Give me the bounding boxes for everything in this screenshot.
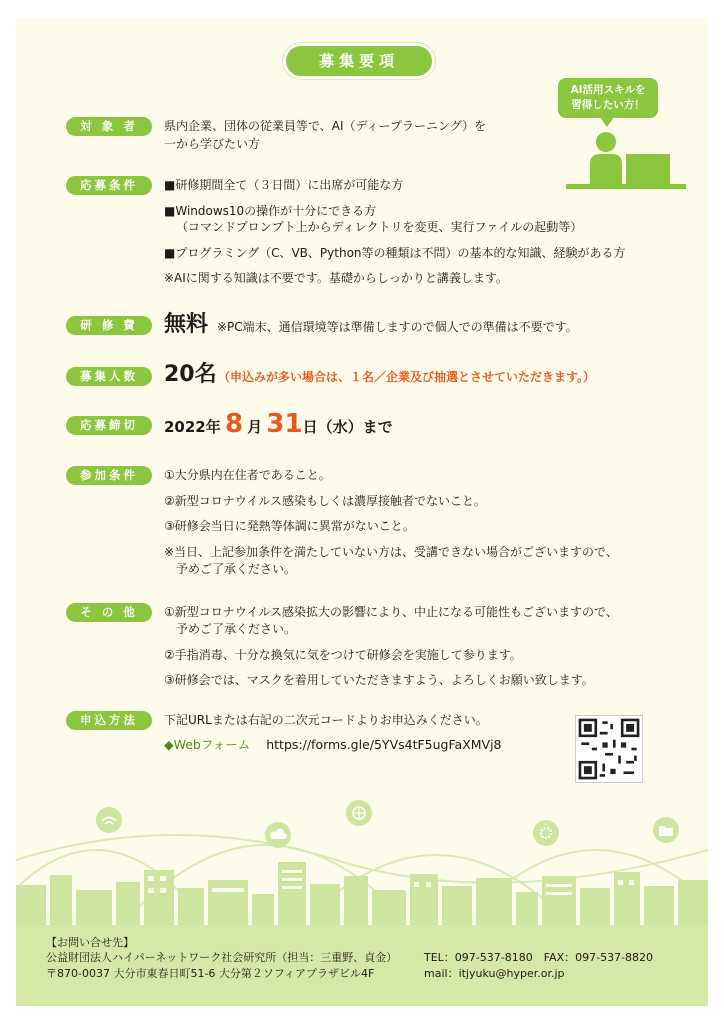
speech-bubble xyxy=(558,78,658,118)
contact-address: 〒870-0037 大分市東春日町51-6 大分第２ソフィアプラザビル4F xyxy=(46,967,375,980)
contact-heading: 【お問い合せ先】 xyxy=(46,936,134,949)
label-apply: 申込方法 xyxy=(66,711,152,730)
page-title: 募集要項 xyxy=(283,43,435,79)
fee-note: ※PC端末、通信環境等は準備しますので個人での準備は不要です。 xyxy=(217,320,578,334)
capacity-value: 20名 xyxy=(164,362,217,387)
participation-note-1: ※当日、上記参加条件を満たしていない方は、受講できない場合がございますので、 xyxy=(164,545,618,559)
label-other: そ の 他 xyxy=(66,603,152,622)
deadline-date xyxy=(164,409,393,443)
web-form-link[interactable]: https://forms.gle/5YVs4tF5ugFaXMVj8 xyxy=(266,737,502,752)
requirement-item: ■研修期間全て（３日間）に出席が可能な方 xyxy=(164,178,404,192)
label-requirements: 応募条件 xyxy=(66,176,152,195)
capacity-note: （申込みが多い場合は、１名／企業及び抽選とさせていただきます。） xyxy=(218,370,596,384)
label-deadline: 応募締切 xyxy=(66,416,152,435)
bubble-line-2: 習得したい方！ xyxy=(571,99,645,111)
contact-mail[interactable]: mail：itjyuku@hyper.or.jp xyxy=(424,967,565,980)
label-target: 対 象 者 xyxy=(66,117,152,136)
folder-icon xyxy=(653,817,679,843)
other-item: ②手指消毒、十分な換気に気をつけて研修会を実施して参ります。 xyxy=(164,648,522,662)
requirement-item: （コマンドプロンプト上からディレクトリを変更、実行ファイルの起動等） xyxy=(176,220,583,234)
wifi-icon xyxy=(96,807,122,833)
requirement-item: ■Windows10の操作が十分にできる方 xyxy=(164,204,377,218)
contact-tel-fax: TEL：097-537-8180 FAX：097-537-8820 xyxy=(424,951,654,964)
globe-icon xyxy=(346,800,372,826)
cloud-icon xyxy=(265,822,291,848)
apply-text: 下記URLまたは右記の二次元コードよりお申込みください。 xyxy=(164,713,488,727)
deadline-day-unit: 日（水）まで xyxy=(302,418,393,436)
participation-item: ①大分県内在住者であること。 xyxy=(164,468,331,482)
web-form-label: ◆Webフォーム xyxy=(164,737,251,752)
city-network-illustration xyxy=(16,790,708,925)
participation-item: ③研修会当日に発熱等体調に異常がないこと。 xyxy=(164,519,415,533)
bubble-line-1: AI活用スキルを xyxy=(570,84,646,96)
label-capacity: 募集人数 xyxy=(66,367,152,386)
target-text-1: 県内企業、団体の従業員等で、AI（ディープラーニング）を xyxy=(164,119,487,133)
qr-code[interactable] xyxy=(575,715,643,783)
deadline-month: 8 xyxy=(224,409,244,439)
participation-item: ②新型コロナウイルス感染もしくは濃厚接触者でないこと。 xyxy=(164,494,487,508)
fee-value: 無料 xyxy=(164,312,209,337)
label-fee: 研 修 費 xyxy=(66,316,152,335)
other-item: ③研修会では、マスクを着用していただきますよう、よろしくお願い致します。 xyxy=(164,673,594,687)
target-text-2: 一から学びたい方 xyxy=(164,137,261,151)
gear-icon xyxy=(533,820,559,846)
apply-web-row xyxy=(164,737,502,753)
deadline-year: 2022年 xyxy=(164,418,221,436)
deadline-day: 31 xyxy=(266,409,303,439)
other-item: 予めご了承ください。 xyxy=(176,622,297,636)
requirement-note: ※AIに関する知識は不要です。基礎からしっかりと講義します。 xyxy=(164,271,508,285)
deadline-month-unit: 月 xyxy=(247,418,263,436)
requirement-item: ■プログラミング（C、VB、Python等の種類は不問）の基本的な知識、経験がある方 xyxy=(164,246,626,260)
person-at-computer-icon xyxy=(560,128,690,194)
participation-note-2: 予めご了承ください。 xyxy=(176,562,297,576)
other-item: ①新型コロナウイルス感染拡大の影響により、中止になる可能性もございますので、 xyxy=(164,605,618,619)
contact-org: 公益財団法人ハイパーネットワーク社会研究所（担当：三重野、貞金） xyxy=(46,951,398,964)
label-participation: 参加条件 xyxy=(66,466,152,485)
contact-footer xyxy=(16,925,708,1006)
